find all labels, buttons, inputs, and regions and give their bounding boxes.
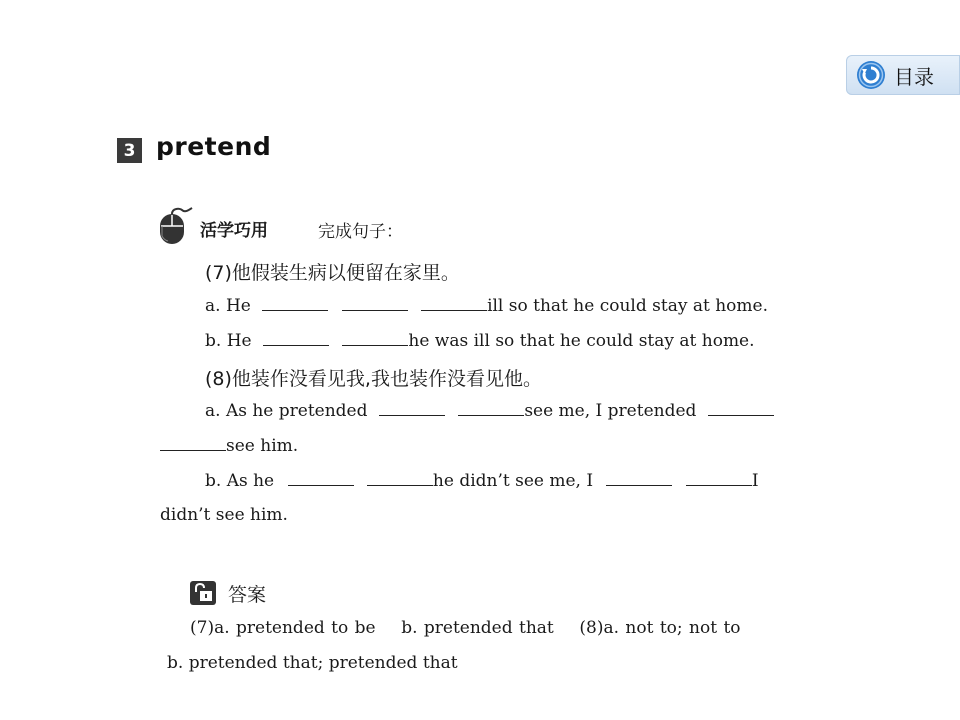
section-word: pretend <box>156 132 272 161</box>
question-8b-continued: didn’t see him. <box>160 505 288 525</box>
blank[interactable] <box>379 399 445 416</box>
blank[interactable] <box>160 434 226 451</box>
toc-button[interactable] <box>846 55 960 95</box>
question-7b: b. He he was ill so that he could stay at home. <box>205 331 755 351</box>
refresh-circle-icon <box>856 60 886 90</box>
blank[interactable] <box>288 469 354 486</box>
blank[interactable] <box>708 399 774 416</box>
unlock-icon <box>189 580 217 606</box>
blank[interactable] <box>421 294 487 311</box>
question-8-chinese: (8)他装作没看见我,我也装作没看见他。 <box>205 368 542 390</box>
practice-title: 活学巧用 <box>200 221 268 241</box>
answer-label: 答案 <box>228 584 267 606</box>
blank[interactable] <box>342 294 408 311</box>
answer-line-1: (7)a. pretended to be b. pretended that (8)a. not to; not to <box>190 618 741 638</box>
section-number: 3 <box>117 138 142 163</box>
question-8a-continued: see him. <box>160 434 298 456</box>
question-7a: a. He ill so that he could stay at home. <box>205 296 768 316</box>
blank[interactable] <box>458 399 524 416</box>
answer-line-2: b. pretended that; pretended that <box>167 653 458 673</box>
blank[interactable] <box>263 329 329 346</box>
question-8a: a. As he pretended see me, I pretended <box>205 399 774 421</box>
blank[interactable] <box>606 469 672 486</box>
mouse-icon <box>158 206 194 246</box>
question-7-chinese: (7)他假装生病以便留在家里。 <box>205 262 460 284</box>
practice-instruction: 完成句子： <box>318 222 403 242</box>
blank[interactable] <box>686 469 752 486</box>
question-8b: b. As he he didn’t see me, I I <box>205 471 759 491</box>
blank[interactable] <box>262 294 328 311</box>
blank[interactable] <box>367 469 433 486</box>
blank[interactable] <box>342 329 408 346</box>
toc-label: 目录 <box>894 64 934 89</box>
